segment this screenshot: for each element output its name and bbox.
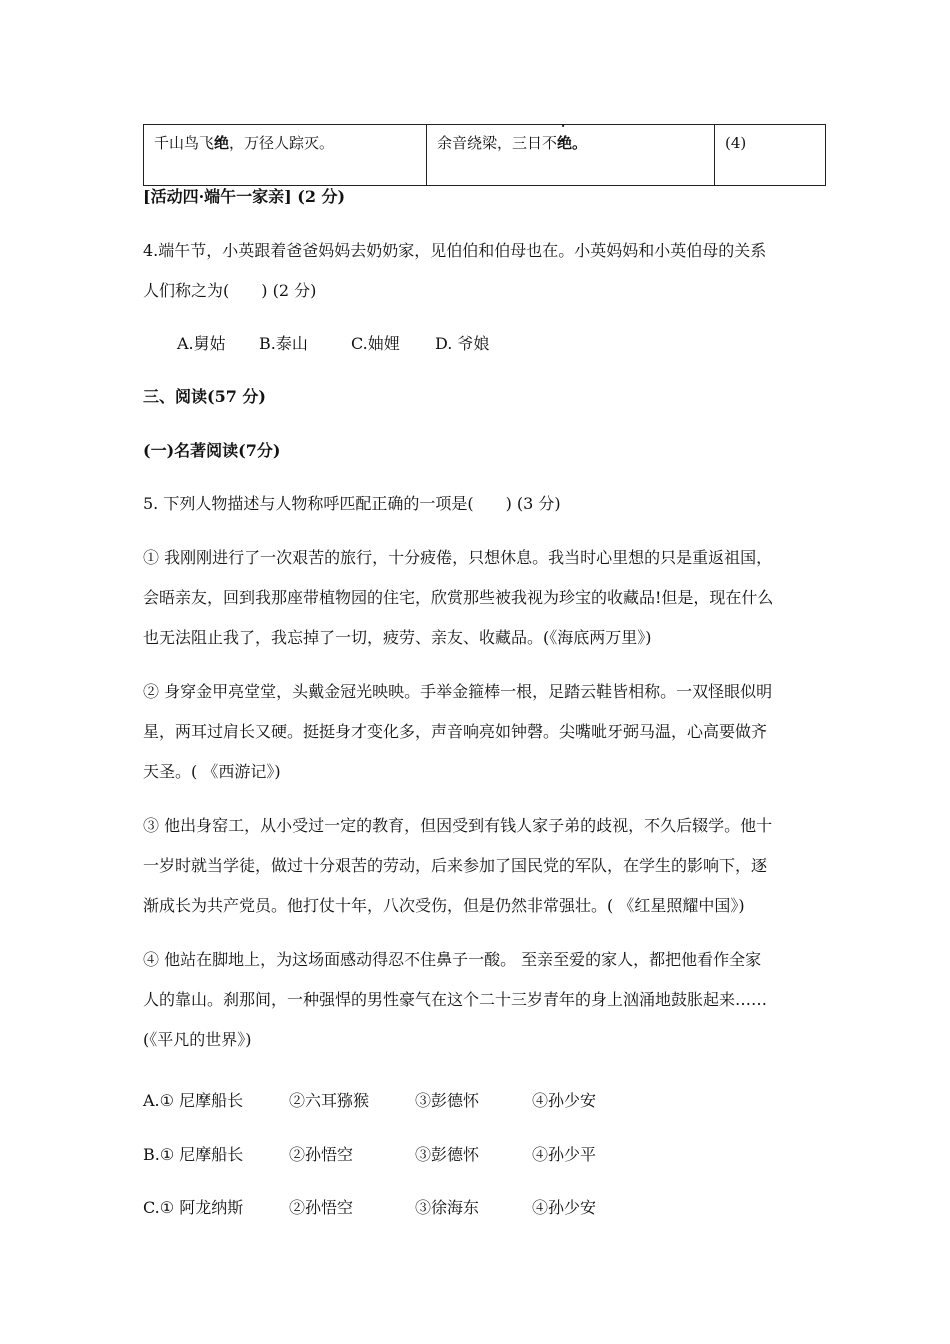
passage-1-line: 也无法阻止我了，我忘掉了一切，疲劳、亲友、收藏品。(《海底两万里》) [143,628,652,647]
option-a: A.舅姑 [177,334,226,353]
passage-1-line: 会晤亲友，回到我那座带植物园的住宅，欣赏那些被我视为珍宝的收藏品!但是，现在什么 [143,588,774,607]
idiom-table [143,119,826,186]
question-4-line1: 4.端午节，小英跟着爸爸妈妈去奶奶家，见伯伯和伯母也在。小英妈妈和小英伯母的关系 [143,241,767,260]
choice-item: ④孙少安 [532,1198,597,1217]
option-b: B.泰山 [259,334,308,353]
choice-item: ②六耳猕猴 [289,1091,370,1110]
table-cell-poem [144,125,427,186]
emphasized-char: 绝 [214,134,230,152]
question-4-line2: 人们称之为( ) (2 分) [143,281,317,300]
passage-3-line: 渐成长为共产党员。他打仗十年，八次受伤，但是仍然非常强壮。( 《红星照耀中国》) [143,896,745,915]
passage-2-line: ② 身穿金甲亮堂堂，头戴金冠光映映。手举金箍棒一根，足踏云鞋皆相称。一双怪眼似明 [143,682,773,701]
passage-4-line: 人的靠山。刹那间，一种强悍的男性豪气在这个二十三岁青年的身上汹涌地鼓胀起来…… [143,990,768,1009]
choice-item: A.① 尼摩船长 [143,1091,244,1110]
passage-1-line: ① 我刚刚进行了一次艰苦的旅行，十分疲倦，只想休息。我当时心里想的只是重返祖国， [143,548,773,567]
section-heading: 三、阅读(57 分) [143,387,266,406]
choice-item: ②孙悟空 [289,1198,354,1217]
table-cell-idiom [427,119,715,186]
cell-text: 余音绕梁，三日不 [437,134,558,152]
passage-4-line: ④ 他站在脚地上，为这场面感动得忍不住鼻子一酸。 至亲至爱的家人，都把他看作全家 [143,950,762,969]
cell-text: ，万径人踪灭。 [229,134,335,152]
emphasized-char: 绝 [557,134,573,152]
passage-3-line: ③ 他出身窑工，从小受过一定的教育，但因受到有钱人家子弟的歧视，不久后辍学。他十 [143,816,773,835]
cell-text: 。 [572,134,588,152]
activity-heading: [活动四·端午一家亲] (2 分) [143,187,346,206]
choice-item: ④孙少平 [532,1145,597,1164]
passage-4-line: (《平凡的世界》) [143,1030,252,1049]
option-c: C.妯娌 [351,334,400,353]
choice-item: ③彭德怀 [415,1091,480,1110]
choice-item: ③彭德怀 [415,1145,480,1164]
choice-item: ④孙少安 [532,1091,597,1110]
cell-text: 千山鸟飞 [154,134,215,152]
question-4-options [177,331,489,354]
emphasized-char-dotted [557,119,573,152]
choice-item: B.① 尼摩船长 [143,1145,244,1164]
passage-2-line: 天圣。( 《西游记》) [143,762,281,781]
option-d: D. 爷娘 [435,334,490,353]
choice-item: ②孙悟空 [289,1145,354,1164]
choice-item: C.① 阿龙纳斯 [143,1198,244,1217]
emphasis-dot: · [561,119,566,133]
choice-item: ③徐海东 [415,1198,480,1217]
question-5-stem: 5. 下列人物描述与人物称呼匹配正确的一项是( ) (3 分) [143,494,561,513]
subsection-heading: (一)名著阅读(7分) [143,441,281,460]
table-cell-answer: (4) [715,125,826,186]
table-row [144,125,826,186]
passage-3-line: 一岁时就当学徒，做过十分艰苦的劳动，后来参加了国民党的军队，在学生的影响下，逐 [143,856,768,875]
passage-2-line: 星，两耳过肩长又硬。挺挺身才变化多，声音响亮如钟磬。尖嘴呲牙弼马温，心高要做齐 [143,722,768,741]
